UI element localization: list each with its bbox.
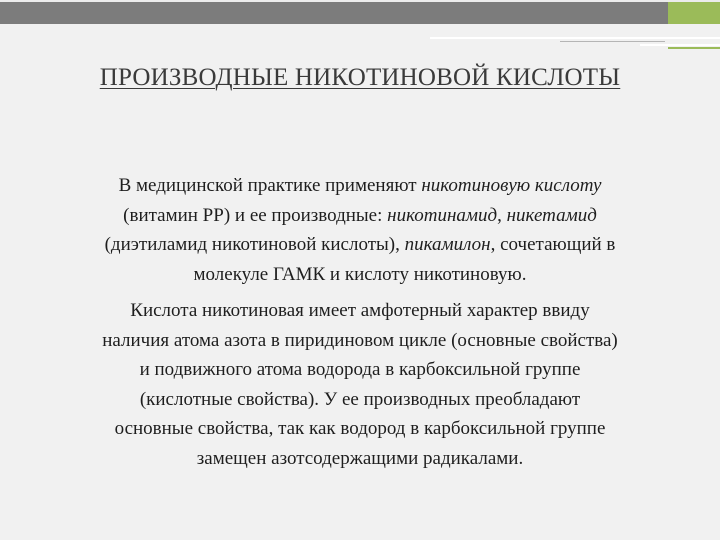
term-niketamide: никетамид	[506, 204, 597, 226]
paragraph-2-line-6: замещен азотсодержащими радикалами.	[196, 447, 524, 469]
decor-line-white-1	[430, 37, 720, 39]
text: (витамин РР) и ее производные:	[123, 204, 388, 226]
paragraph-1-line-1	[30, 171, 690, 201]
header-green-accent	[668, 2, 720, 24]
paragraph-2	[30, 296, 690, 473]
paragraph-1-line-2	[30, 201, 690, 231]
slide-title: ПРОИЗВОДНЫЕ НИКОТИНОВОЙ КИСЛОТЫ	[99, 64, 621, 91]
header-gray-bar	[0, 2, 668, 24]
paragraph-2-line-4: (кислотные свойства). У ее производных преобладают	[139, 388, 581, 410]
term-picamilon: пикамилон	[404, 234, 491, 255]
paragraph-2-line-5: основные свойства, так как водород в карбоксильной группе	[114, 418, 606, 439]
paragraph-1-line-3	[30, 230, 690, 260]
decor-line-green-1	[668, 47, 720, 49]
text: , сочетающий в	[490, 234, 616, 255]
term-nicotinic-acid: никотиновую кислоту	[421, 175, 602, 196]
text: (диэтиламид никотиновой кислоты),	[104, 234, 405, 255]
paragraph-2-line-2: наличия атома азота в пиридиновом цикле (основные свойства)	[102, 329, 618, 351]
decor-line-gray-1	[560, 41, 665, 42]
decor-line-white-2	[640, 44, 720, 46]
paragraph-2-line-3: и подвижного атома водорода в карбоксильной группе	[139, 359, 581, 380]
header-decoration	[0, 0, 720, 24]
paragraph-2-line-1: Кислота никотиновая имеет амфотерный характер ввиду	[130, 300, 590, 321]
paragraph-1	[30, 171, 690, 289]
text: В медицинской практике применяют	[118, 175, 422, 196]
text: ,	[497, 204, 507, 226]
term-nicotinamide: никотинамид	[387, 204, 498, 226]
paragraph-1-line-4: молекуле ГАМК и кислоту никотиновую.	[193, 263, 527, 285]
